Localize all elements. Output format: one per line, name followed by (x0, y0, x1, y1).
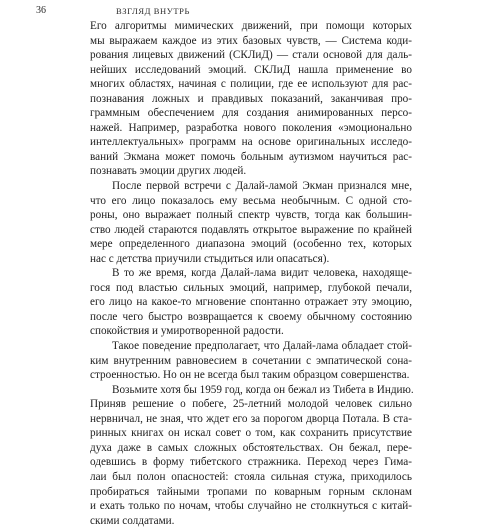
text-line: Возьмите хотя бы 1959 год, когда он бежал из Тибета в Индию. (112, 383, 414, 396)
text-line: нервничал, не зная, что ждет его за порогом дворца Потала. В ста- (90, 412, 412, 425)
text-line: Приняв решение о побеге, 25-летний молодой человек сильно (90, 398, 412, 411)
text-line: духа даже в самых сложных обстоятельствах. Он бежал, пере- (90, 441, 412, 454)
text-line: ринных книгах он искал совет о том, как сохранить присутствие (90, 427, 412, 440)
text-line: мере определенного диапазона эмоций (особенно тех, которых (90, 238, 412, 251)
page-number: 36 (36, 5, 46, 16)
text-line: После первой встречи с Далай-ламой Экман признался мне, (112, 180, 412, 193)
text-line: В то же время, когда Далай-лама видит человека, находяще- (112, 267, 412, 280)
text-line: роны, оно выражает полный спектр чувств, тогда как большин- (90, 209, 412, 222)
text-line: познавания ложных и правдивых показаний, заканчивая про- (90, 92, 412, 105)
text-line: Такое поведение предполагает, что Далай-лама обладает стой- (112, 340, 412, 353)
text-line: граммным обеспечением для создания анимированных персо- (90, 107, 412, 120)
text-line: спокойствия и умиротворенной радости. (90, 325, 284, 338)
text-line: многих областях, начиная с полиции, где ее используют для рас- (90, 78, 412, 91)
paragraph (90, 266, 412, 339)
text-line: пробираться тайными тропами по коварным горным склонам (90, 485, 412, 498)
text-line: мы выражаем каждое из этих базовых чувств, — Система коди- (90, 34, 412, 47)
text-line: гося под властью сильных эмоций, например, глубокой печали, (90, 281, 412, 294)
paragraph (90, 179, 412, 266)
running-title: ВЗГЛЯД ВНУТРЬ (116, 6, 190, 16)
paragraph (90, 339, 412, 383)
running-head (36, 4, 464, 18)
text-line: строенностью. Но он не всегда был таким образцом совершенства. (90, 369, 410, 382)
text-line: нейших исследований эмоций. СКЛиД нашла применение во (90, 63, 412, 76)
text-line: ство людей стараются подавлять открытое выражение по крайней (90, 223, 412, 236)
text-line: ваний Экмана может помочь больным аутизмом научиться рас- (90, 150, 412, 163)
text-line: одевшись в форму тибетского стражника. Переход через Гима- (90, 456, 412, 469)
text-line: интеллектуальных» программ на основе оригинальных исследо- (90, 136, 412, 149)
text-line: скими солдатами. (90, 514, 175, 527)
body-text (90, 19, 412, 528)
paragraph (90, 19, 412, 179)
text-line: его лицо на какое-то мгновение спонтанно отражает эту эмоцию, (90, 296, 412, 309)
text-line: что его лицо показалось ему весьма необычным. С одной сто- (90, 194, 412, 207)
text-line: и ехать только по ночам, чтобы случайно не столкнуться с китай- (90, 500, 412, 513)
text-line: Его алгоритмы мимических движений, при помощи которых (90, 20, 412, 32)
paragraph (90, 383, 412, 528)
text-line: после чего быстро возвращается к своему обычному состоянию (90, 310, 412, 323)
text-line: нас с детства приучили стыдиться или опасаться). (90, 252, 330, 265)
text-line: лаи был полон опасностей: стояла сильная стужа, приходилось (90, 470, 412, 483)
text-line: ким внутренним равновесием в сочетании с эмпатической сона- (90, 354, 412, 367)
text-line: рования лицевых движений (СКЛиД) — стали основой для даль- (90, 49, 412, 62)
text-line: нажей. Например, разработка нового поколения «эмоционально (90, 121, 412, 134)
text-line: познавать эмоции других людей. (90, 165, 247, 178)
